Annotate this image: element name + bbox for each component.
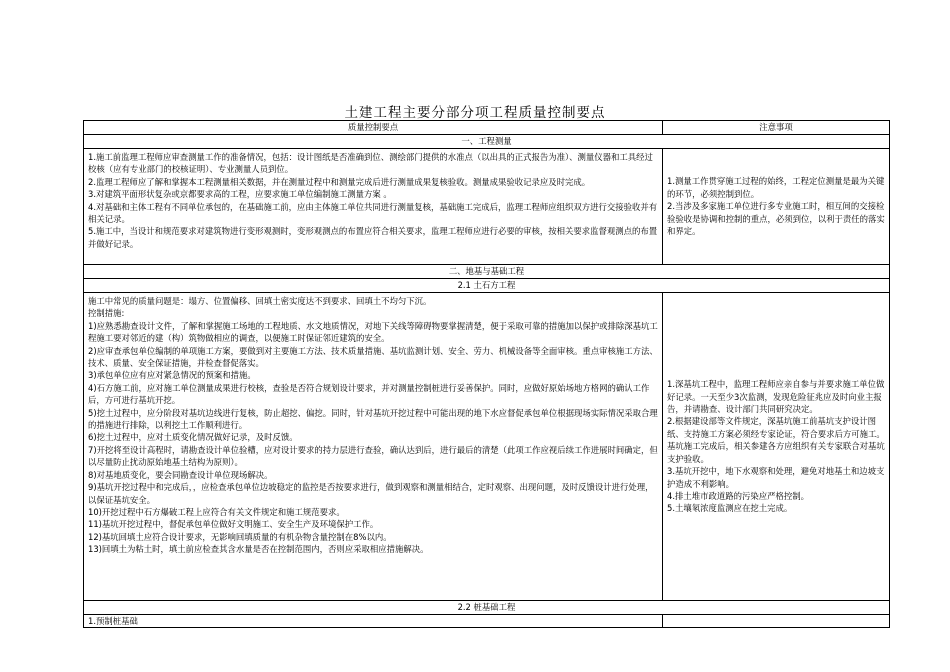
earthwork-point: 8)对基地质变化，要会同勘查设计单位现场解决。 (88, 469, 273, 480)
earthwork-content-row (84, 293, 890, 601)
section-row-surveying (84, 135, 890, 149)
earthwork-point: 11)基坑开挖过程中，督促承包单位做好文明施工、安全生产及环境保护工作。 (88, 519, 379, 530)
surveying-content-row (84, 149, 890, 265)
surveying-point: 2.监理工程师应了解和掌握本工程测量相关数据，并在测量过程中和测量完成后进行测量成果复核验收。测量成果验收记录应及时完成。 (88, 176, 591, 187)
earthwork-notes-cell (663, 293, 890, 601)
earthwork-point: 控制措施: (88, 308, 125, 319)
quality-control-table (83, 120, 890, 628)
earthwork-point: 9)基坑开挖过程中和完成后，，应检查承包单位边坡稳定的监控是否按要求进行，做到观察和测量相结合，定时观察、出现问题，及时反馈设计进行处理，以保证基坑安全。 (88, 482, 654, 505)
page-title: 土建工程主要分部分项工程质量控制要点 (344, 105, 606, 121)
earthwork-note: 2.根据建设部等文件规定，深基坑施工前基坑支护设计图纸、支持施工方案必须经专家论证，符合要求后方可施工。基坑施工完成后，相关参建各方应组织有关专家联合对基坑支护验收。 (667, 416, 885, 464)
earthwork-note: 3.基坑开挖中，地下水观察和处理，避免对地基土和边坡支护造成不利影响。 (667, 466, 885, 489)
section-row-foundation (84, 265, 890, 279)
earthwork-point: 13)回填土为粘土时，填土前应检查其含水量是否在控制范围内，否则应采取相应措施解决。 (88, 544, 429, 555)
earthwork-point: 4)石方施工前，应对施工单位测量成果进行校核，查验是否符合规划设计要求，并对测量控制桩进行妥善保护。同时，应做好原始场地方格网的确认工作后，方可进行基坑开挖。 (88, 382, 650, 406)
header-quality-points: 质量控制要点 (84, 121, 663, 135)
table-header-row (84, 121, 890, 135)
pile-foundation-row (84, 615, 890, 628)
surveying-note: 2.当涉及多家施工单位进行多专业施工时，相互间的交接检验验收是协调和控制的重点，必须到位，以利于责任的落实和界定。 (667, 201, 885, 237)
surveying-point: 5.施工中，当设计和规范要求对建筑物进行变形观测时，变形观测点的布置应符合相关要求，监理工程师应进行必要的审核，按相关要求监督观测点的布置并做好记录。 (88, 226, 658, 249)
earthwork-point: 6)挖土过程中，应对土质变化情况做好记录，及时反馈。 (88, 432, 298, 443)
section-title-foundation: 二、地基与基础工程 (84, 265, 890, 279)
surveying-notes-cell (663, 149, 890, 265)
subsection-title-pile-foundation: 2.2 桩基础工程 (84, 601, 890, 615)
surveying-point: 1.施工前监理工程师应审查测量工作的准备情况，包括：设计图纸是否准确到位、测绘部门提供的水准点（以出具的正式报告为准）、测量仪器和工具经过校核（应有专业部门的校核证明）、专业测量人员到位。 (88, 152, 653, 175)
surveying-point: 4.对基础和主体工程有不同单位承包的，在基础施工前，应由主体施工单位共同进行测量复核，基础施工完成后，监理工程师应组织双方进行交接验收并有相关记录。 (88, 201, 658, 225)
earthwork-point: 7)开挖将至设计高程时，请勘查设计单位验槽，应对设计要求的持力层进行查验，确认达到后，进行最后的清楚（此项工作应视后续工作进展时间确定，但以尽量防止扰动原始地基土结构为原则）。 (88, 444, 658, 468)
earthwork-point: 2)应审查承包单位编制的单项施工方案，要做到对主要施工方法、技术质量措施、基坑监测计划、安全、劳力、机械设备等全面审核。重点审核施工方法、技术、质量、安全保证措施，并检查督促落实。 (88, 345, 658, 369)
earthwork-points-cell (84, 293, 663, 601)
subsection-row-earthwork (84, 279, 890, 293)
subsection-title-earthwork: 2.1 土石方工程 (84, 279, 890, 293)
earthwork-point: 1)应熟悉勘查设计文件，了解和掌握施工场地的工程地质、水文地质情况，对地下关线等障碍物要掌握清楚，便于采取可靠的措施加以保护或排除深基坑工程施工要对邻近的建（构）筑物做相应的调查，以便施工时保证邻近建筑的安全。 (88, 320, 658, 344)
header-notes: 注意事项 (663, 121, 890, 135)
surveying-note: 1.测量工作贯穿施工过程的始终，工程定位测量是最为关键的环节，必须控制到位。 (667, 176, 885, 199)
earthwork-note: 5.土壤氡浓度监测应在挖土完成。 (667, 503, 793, 514)
earthwork-note: 4.排土堆市政道路的污染应严格控制。 (667, 490, 809, 501)
earthwork-point: 3)承包单位应有应对紧急情况的预案和措施。 (88, 370, 256, 381)
earthwork-point: 施工中常见的质量问题是：塌方、位置偏移、回填土密实度达不到要求、回填土不均匀下沉。 (88, 296, 432, 306)
earthwork-point: 10)开挖过程中石方爆破工程上应符合有关文件规定和施工规范要求。 (88, 506, 345, 517)
pile-foundation-first-item: 1.预制桩基础 (84, 615, 663, 628)
earthwork-note: 1.深基坑工程中，监理工程师应亲自参与并要求施工单位做好记录。一天至少3次监测，发现危险征兆应及时向业主报告，并请勘查、设计部门共同研究决定。 (667, 379, 885, 415)
earthwork-point: 12)基坑回填土应符合设计要求，无影响回填质量的有机杂物含量控制在8%以内。 (88, 531, 392, 542)
section-title-surveying: 一、工程测量 (84, 135, 890, 149)
subsection-row-pile-foundation (84, 601, 890, 615)
surveying-point: 3.对建筑平面形状复杂或京都要求高的工程，应要求施工单位编制施工测量方案 。 (88, 189, 392, 200)
pile-foundation-notes-cell (663, 615, 890, 628)
surveying-points-cell (84, 149, 663, 265)
earthwork-point: 5)挖土过程中，应分阶段对基坑边线进行复核，防止超挖、偏挖。同时，针对基坑开挖过程中可能出现的地下水应督促承包单位根据现场实际情况采取合理的措施进行排除，以利挖土工作顺利进行。 (88, 407, 658, 431)
